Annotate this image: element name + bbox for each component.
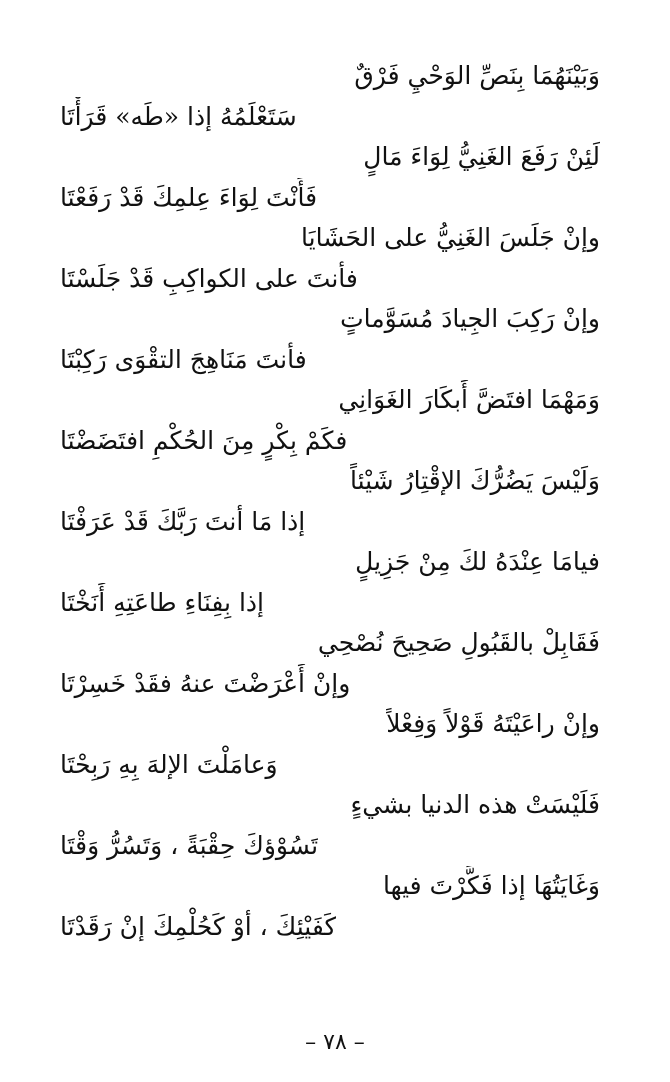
verse-text: وإنْ راعَيْتَهُ قَوْلاً وَفِعْلاً bbox=[386, 709, 600, 738]
verse-line bbox=[60, 56, 600, 97]
verse-text: فَأَنْتَ لِوَاءَ عِلمِكَ قَدْ رَفَعْتَا bbox=[60, 182, 318, 212]
verse-text: فكَمْ بِكْرٍ مِنَ الحُكْمِ افتَضَضْتَا bbox=[60, 425, 348, 455]
verse-text: وَلَيْسَ يَضُرُّكَ الإقْتِارُ شَيْئاً bbox=[349, 466, 600, 495]
verse-text: وإنْ رَكِبَ الجِيادَ مُسَوَّماتٍ bbox=[340, 304, 600, 333]
verse-line bbox=[60, 664, 600, 705]
verse-line bbox=[60, 583, 600, 624]
verse-text: فَقَابِلْ بالقَبُولِ صَحِيحَ نُصْحِي bbox=[317, 628, 600, 657]
verse-line bbox=[60, 826, 600, 867]
verse-line bbox=[60, 785, 600, 826]
verse-line bbox=[60, 461, 600, 502]
poem-body bbox=[60, 56, 600, 947]
verse-text: وإنْ جَلَسَ الغَنِيُّ على الحَشَايَا bbox=[301, 223, 600, 252]
verse-line bbox=[60, 907, 600, 948]
verse-line bbox=[60, 178, 600, 219]
verse-text: فَلَيْسَتْ هذه الدنيا بشيءٍ bbox=[350, 790, 600, 819]
verse-line bbox=[60, 380, 600, 421]
verse-line bbox=[60, 502, 600, 543]
verse-text: وَغَايَتُهَا إذا فَكَّرْتَ فيها bbox=[383, 871, 600, 900]
verse-line bbox=[60, 623, 600, 664]
verse-text: تَسُوْؤكَ حِقْبَةً ، وَتَسُرُّ وَقْتَا bbox=[60, 830, 319, 860]
verse-text: فأنتَ على الكواكِبِ قَدْ جَلَسْتَا bbox=[60, 263, 358, 293]
verse-text: كَفَيْئِكَ ، أوْ كَحُلْمِكَ إنْ رَقَدْتَا bbox=[60, 911, 337, 941]
verse-line bbox=[60, 259, 600, 300]
verse-line bbox=[60, 97, 600, 138]
verse-text: وإنْ أَعْرَضْتَ عنهُ فقَدْ خَسِرْتَا bbox=[60, 668, 351, 698]
verse-text: وَعامَلْتَ الإلهَ بِهِ رَبِحْتَا bbox=[60, 749, 278, 779]
verse-line bbox=[60, 137, 600, 178]
verse-text: وَبَيْنَهُمَا بِنَصِّ الوَحْيِ فَرْقٌ bbox=[354, 61, 600, 90]
verse-text: سَتَعْلَمُهُ إذا «طَه» قَرَأْتَا bbox=[60, 101, 297, 131]
page-number: – ٧٨ – bbox=[305, 1030, 365, 1055]
verse-line bbox=[60, 704, 600, 745]
verse-text: إذا مَا أنتَ رَبَّكَ قَدْ عَرَفْتَا bbox=[60, 506, 306, 536]
verse-text: فأنتَ مَنَاهِجَ التقْوَى رَكِبْتَا bbox=[60, 344, 307, 374]
verse-line bbox=[60, 866, 600, 907]
verse-line bbox=[60, 299, 600, 340]
verse-line bbox=[60, 421, 600, 462]
verse-text: لَئِنْ رَفَعَ الغَنِيُّ لِوَاءَ مَالٍ bbox=[363, 142, 600, 171]
verse-line bbox=[60, 745, 600, 786]
verse-text: وَمَهْمَا افتَضَّ أَبكَارَ الغَوَانِي bbox=[338, 385, 600, 414]
verse-line bbox=[60, 542, 600, 583]
verse-line bbox=[60, 218, 600, 259]
verse-line bbox=[60, 340, 600, 381]
verse-text: فيامَا عِنْدَهُ لكَ مِنْ جَزِيلٍ bbox=[355, 547, 600, 576]
verse-text: إذا بِفِنَاءِ طاعَتِهِ أَنَخْتَا bbox=[60, 587, 264, 617]
